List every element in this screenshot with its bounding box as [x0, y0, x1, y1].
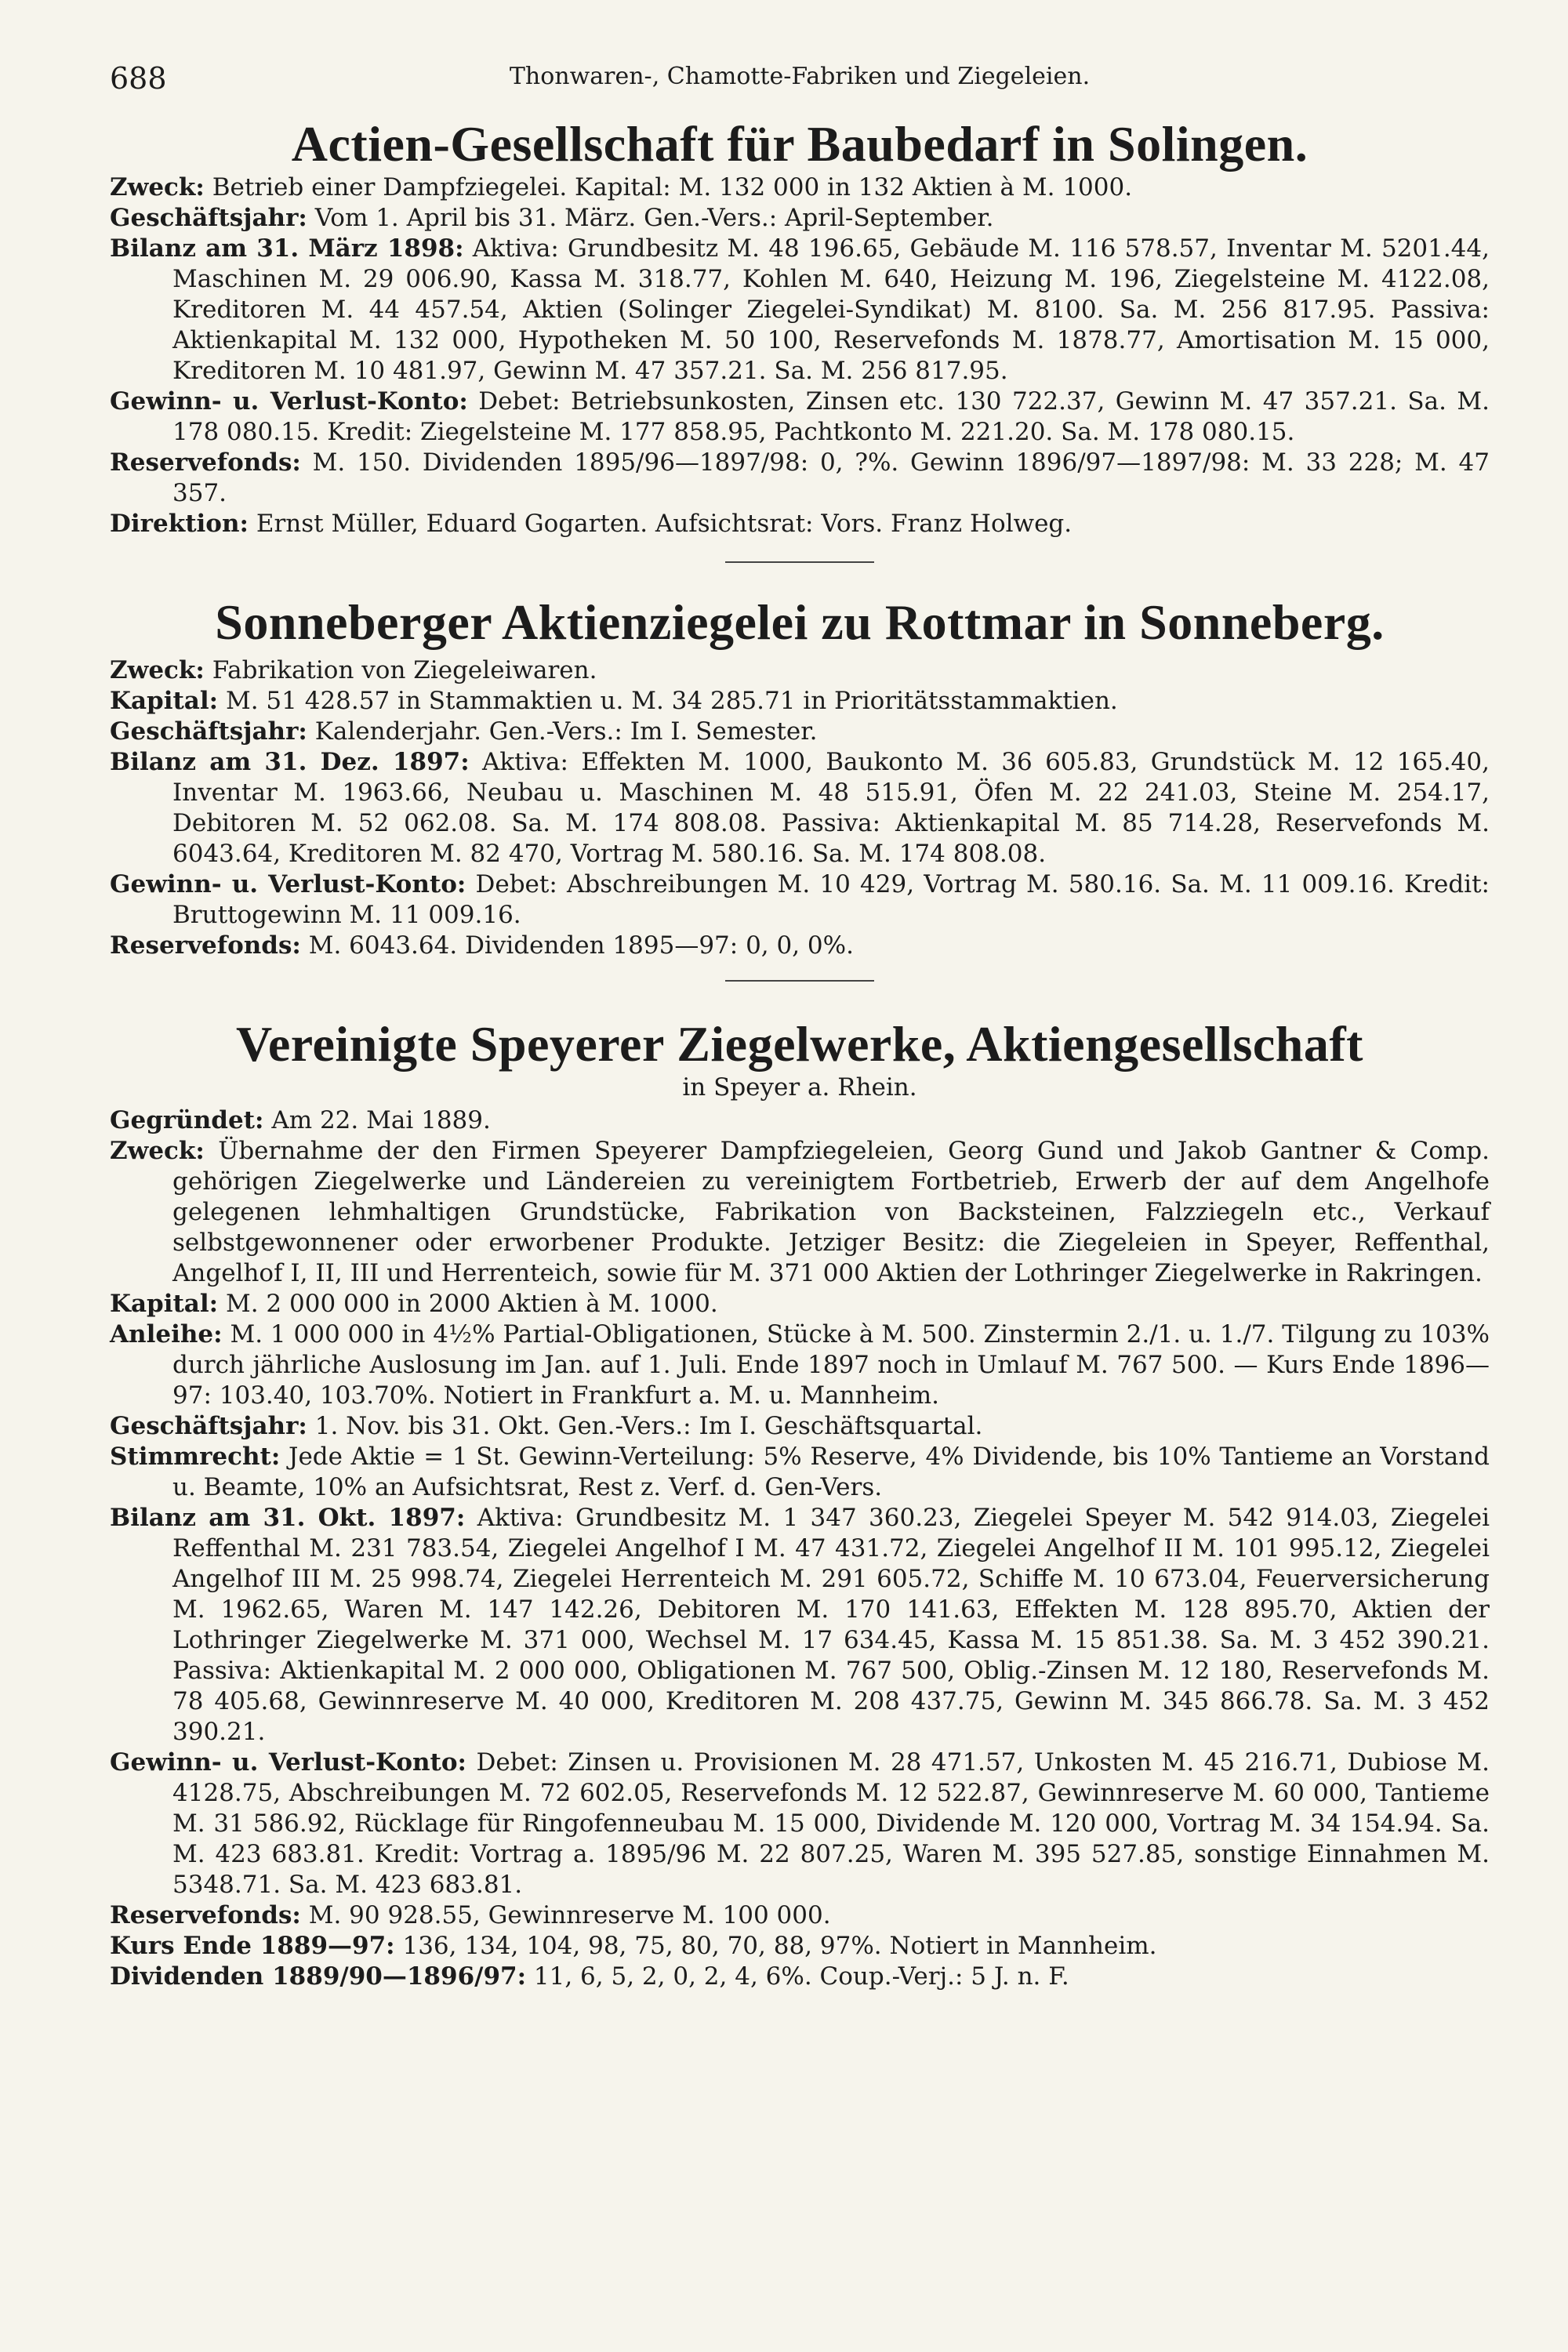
entry-reservefonds — [110, 931, 1490, 961]
entry-text: Übernahme der den Firmen Speyerer Dampfziegeleien, Georg Gund und Jakob Gantner & Comp. gehörigen Ziegelwerke und Ländereien zu vereinigtem Fortbetrieb, Erwerb der auf dem Angelhofe gelegenen lehmhaltigen Grundstücke, Fabrikation von Backsteinen, Falzziegeln etc., Verkauf selbstgewonnener oder erworbener Produkte. Jetziger Besitz: die Ziegeleien in Speyer, Reffenthal, Angelhof I, II, III und Herrenteich, sowie für M. 371 000 Aktien der Lothringer Ziegelwerke in Rakringen. — [172, 1137, 1490, 1287]
entry-text: M. 90 928.55, Gewinnreserve M. 100 000. — [308, 1901, 831, 1929]
entry-text: 11, 6, 5, 2, 0, 2, 4, 6%. Coup.-Verj.: 5 J. n. F. — [533, 1962, 1069, 1991]
entry-label: Bilanz am 31. März 1898: — [110, 234, 464, 263]
company-title: Sonneberger Aktienziegelei zu Rottmar in Sonneberg. — [215, 594, 1385, 650]
entry-dividenden — [110, 1962, 1490, 1992]
entry-label: Dividenden 1889/90—1896/97: — [110, 1962, 527, 1991]
entry-label: Gegründet: — [110, 1106, 264, 1134]
entry-text: M. 51 428.57 in Stammaktien u. M. 34 285.71 in Prioritätsstammaktien. — [225, 687, 1118, 715]
entry-label: Geschäftsjahr: — [110, 204, 307, 232]
entry-text: Jede Aktie = 1 St. Gewinn-Verteilung: 5% Reserve, 4% Dividende, bis 10% Tantieme an Vorstand u. Beamte, 10% an Aufsichtsrat, Rest z. Verf. d. Gen-Vers. — [172, 1443, 1490, 1501]
company-title: Vereinigte Speyerer Ziegelwerke, Aktiengesellschaft — [236, 1016, 1363, 1072]
entry-text: M. 150. Dividenden 1895/96—1897/98: 0, ?%. Gewinn 1896/97—1897/98: M. 33 228; M. 47 357. — [172, 448, 1490, 507]
entry-gewinn-verlust — [110, 1748, 1490, 1900]
company-entry — [110, 1016, 1490, 1992]
entry-zweck — [110, 172, 1490, 203]
entry-bilanz — [110, 1503, 1490, 1748]
entry-zweck — [110, 655, 1490, 686]
entry-text: Vom 1. April bis 31. März. Gen.-Vers.: April-September. — [314, 204, 994, 232]
entry-label: Anleihe: — [110, 1320, 223, 1348]
entry-label: Gewinn- u. Verlust-Konto: — [110, 1748, 466, 1777]
entry-label: Zweck: — [110, 1137, 205, 1165]
entry-text: Am 22. Mai 1889. — [271, 1106, 491, 1134]
entry-text: M. 6043.64. Dividenden 1895—97: 0, 0, 0%. — [308, 931, 854, 960]
entry-label: Geschäftsjahr: — [110, 1412, 307, 1440]
entry-text: Fabrikation von Ziegeleiwaren. — [212, 656, 597, 684]
page — [110, 61, 1490, 1992]
entry-text: Debet: Betriebsunkosten, Zinsen etc. 130 722.37, Gewinn M. 47 357.21. Sa. M. 178 080.15. Kredit: Ziegelsteine M. 177 858.95, Pachtkonto M. 221.20. Sa. M. 178 080.15. — [172, 387, 1490, 446]
entry-label: Bilanz am 31. Okt. 1897: — [110, 1504, 466, 1532]
company-entry — [110, 594, 1490, 961]
company-title: Actien-Gesellschaft für Baubedarf in Solingen. — [291, 116, 1308, 172]
entry-text: Aktiva: Effekten M. 1000, Baukonto M. 36 605.83, Grundstück M. 12 165.40, Inventar M. 1963.66, Neubau u. Maschinen M. 48 515.91, Öfen M. 22 241.03, Steine M. 254.17, Debitoren M. 52 062.08. Sa. M. 174 808.08. Passiva: Aktienkapital M. 85 714.28, Reservefonds M. 6043.64, Kreditoren M. 82 470, Vortrag M. 580.16. Sa. M. 174 808.08. — [172, 748, 1490, 868]
entry-text: M. 1 000 000 in 4½% Partial-Obligationen, Stücke à M. 500. Zinstermin 2./1. u. 1./7. Tilgung zu 103% durch jährliche Auslosung im Jan. auf 1. Juli. Ende 1897 noch in Umlauf M. 767 500. — Kurs Ende 1896—97: 103.40, 103.70%. Notiert in Frankfurt a. M. u. Mannheim. — [172, 1320, 1490, 1410]
entry-text: Aktiva: Grundbesitz M. 48 196.65, Gebäude M. 116 578.57, Inventar M. 5201.44, Maschinen M. 29 006.90, Kassa M. 318.77, Kohlen M. 640, Heizung M. 196, Ziegelsteine M. 4122.08, Kreditoren M. 44 457.54, Aktien (Solinger Ziegelei-Syndikat) M. 8100. Sa. M. 256 817.95. Passiva: Aktienkapital M. 132 000, Hypotheken M. 50 100, Reservefonds M. 1878.77, Amortisation M. 15 000, Kreditoren M. 10 481.97, Gewinn M. 47 357.21. Sa. M. 256 817.95. — [172, 234, 1490, 385]
entry-text: Debet: Abschreibungen M. 10 429, Vortrag M. 580.16. Sa. M. 11 009.16. Kredit: Bruttogewinn M. 11 009.16. — [172, 870, 1490, 929]
entry-label: Direktion: — [110, 510, 249, 538]
entry-gegruendet — [110, 1105, 1490, 1136]
entry-geschaeftsjahr — [110, 717, 1490, 747]
running-head — [110, 61, 1490, 116]
entry-label: Stimmrecht: — [110, 1443, 281, 1471]
entry-gewinn-verlust — [110, 869, 1490, 931]
entry-label: Gewinn- u. Verlust-Konto: — [110, 387, 468, 416]
entry-reservefonds — [110, 1900, 1490, 1931]
entry-label: Gewinn- u. Verlust-Konto: — [110, 870, 466, 898]
entry-label: Geschäftsjahr: — [110, 717, 307, 746]
entry-geschaeftsjahr — [110, 1411, 1490, 1442]
entry-label: Bilanz am 31. Dez. 1897: — [110, 748, 470, 776]
entry-label: Zweck: — [110, 173, 205, 201]
company-location: in Speyer a. Rhein. — [682, 1073, 917, 1102]
entry-kurs — [110, 1931, 1490, 1962]
entry-label: Reservefonds: — [110, 1901, 301, 1929]
entry-text: 136, 134, 104, 98, 75, 80, 70, 88, 97%. Notiert in Mannheim. — [402, 1932, 1157, 1960]
entry-anleihe — [110, 1319, 1490, 1411]
entry-label: Reservefonds: — [110, 931, 301, 960]
entry-kapital — [110, 1289, 1490, 1319]
entry-kapital — [110, 686, 1490, 717]
entry-text: Betrieb einer Dampfziegelei. Kapital: M. 132 000 in 132 Aktien à M. 1000. — [212, 173, 1133, 201]
entry-text: Debet: Zinsen u. Provisionen M. 28 471.57, Unkosten M. 45 216.71, Dubiose M. 4128.75, Abschreibungen M. 72 602.05, Reservefonds M. 12 522.87, Gewinnreserve M. 60 000, Tantieme M. 31 586.92, Rücklage für Ringofenneubau M. 15 000, Dividende M. 120 000, Vortrag M. 34 154.94. Sa. M. 423 683.81. Kredit: Vortrag a. 1895/96 M. 22 807.25, Waren M. 395 527.85, sonstige Einnahmen M. 5348.71. Sa. M. 423 683.81. — [172, 1748, 1490, 1899]
entry-geschaeftsjahr — [110, 203, 1490, 234]
entry-zweck — [110, 1136, 1490, 1289]
entry-label: Kurs Ende 1889—97: — [110, 1932, 395, 1960]
entry-text: Kalenderjahr. Gen.-Vers.: Im I. Semester. — [314, 717, 818, 746]
entry-text: 1. Nov. bis 31. Okt. Gen.-Vers.: Im I. Geschäftsquartal. — [314, 1412, 983, 1440]
entry-bilanz — [110, 234, 1490, 387]
entry-gewinn-verlust — [110, 387, 1490, 448]
entry-stimmrecht — [110, 1442, 1490, 1503]
entry-text: Ernst Müller, Eduard Gogarten. Aufsichtsrat: Vors. Franz Holweg. — [256, 510, 1073, 538]
entry-label: Reservefonds: — [110, 448, 301, 477]
entry-label: Kapital: — [110, 1290, 219, 1318]
running-title: Thonwaren-, Chamotte-Fabriken und Ziegeleien. — [509, 63, 1091, 90]
entry-label: Kapital: — [110, 687, 219, 715]
company-entry — [110, 116, 1490, 539]
entry-bilanz — [110, 747, 1490, 869]
entry-direktion — [110, 509, 1490, 539]
entry-reservefonds — [110, 448, 1490, 509]
entry-text: M. 2 000 000 in 2000 Aktien à M. 1000. — [225, 1290, 718, 1318]
entry-text: Aktiva: Grundbesitz M. 1 347 360.23, Ziegelei Speyer M. 542 914.03, Ziegelei Reffenthal M. 231 783.54, Ziegelei Angelhof I M. 47 431.72, Ziegelei Angelhof II M. 101 995.12, Ziegelei Angelhof III M. 25 998.74, Ziegelei Herrenteich M. 291 605.72, Schiffe M. 10 673.04, Feuerversicherung M. 1962.65, Waren M. 147 142.26, Debitoren M. 170 141.63, Effekten M. 128 895.70, Aktien der Lothringer Ziegelwerke M. 371 000, Wechsel M. 17 634.45, Kassa M. 15 851.38. Sa. M. 3 452 390.21. Passiva: Aktienkapital M. 2 000 000, Obligationen M. 767 500, Oblig.-Zinsen M. 12 180, Reservefonds M. 78 405.68, Gewinnreserve M. 40 000, Kreditoren M. 208 437.75, Gewinn M. 345 866.78. Sa. M. 3 452 390.21. — [172, 1504, 1490, 1746]
page-number: 688 — [110, 61, 167, 96]
entry-label: Zweck: — [110, 656, 205, 684]
